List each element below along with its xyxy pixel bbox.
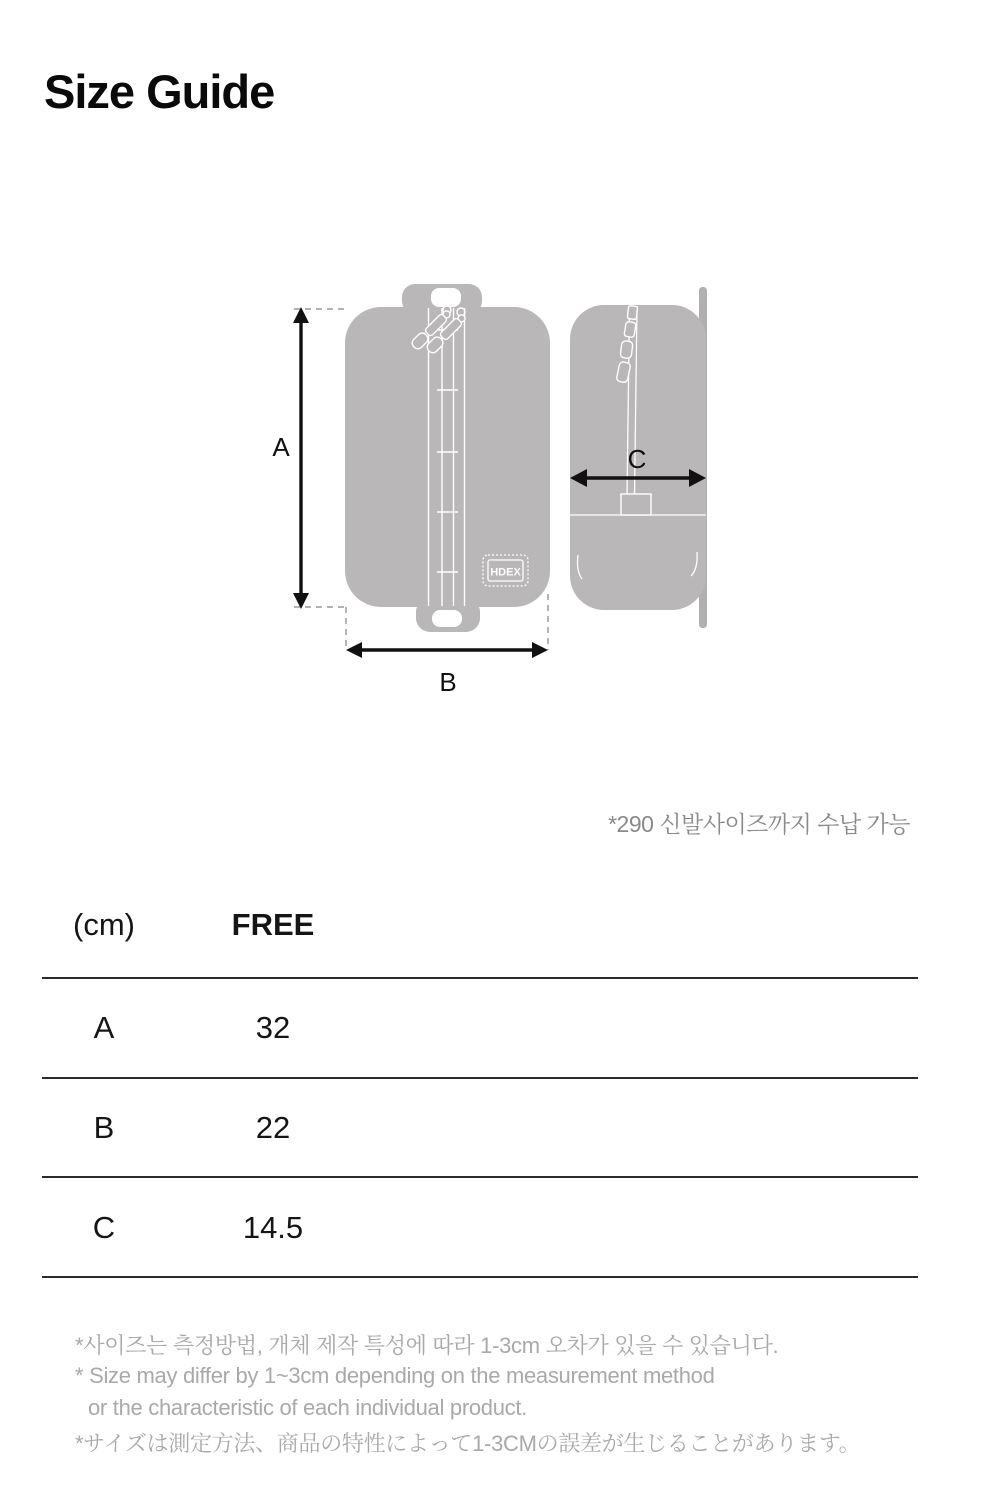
table-rule [42,977,918,979]
disclaimer-english-1: * Size may differ by 1~3cm depending on the measurement method [75,1363,715,1388]
label-c: C [627,444,647,474]
page-title: Size Guide [44,65,275,118]
table-row-value: 22 [255,1110,291,1145]
table-rule [42,1176,918,1178]
arrow-b [346,642,548,658]
table-row-label: C [92,1210,116,1245]
table-row-value: 14.5 [242,1210,304,1245]
table-header-size: FREE [231,907,315,942]
disclaimer-korean: *사이즈는 측정방법, 개체 제작 특성에 따라 1-3cm 오차가 있을 수 있습니다. [75,1333,779,1358]
table-row-label: A [93,1010,115,1045]
front-top-handle-hole [431,288,461,307]
bag-size-diagram [250,258,730,700]
front-bottom-handle-hole [432,610,462,627]
table-header-unit: (cm) [73,907,135,942]
disclaimer-japanese: *サイズは測定方法、商品の特性によって1-3CMの誤差が生じることがあります。 [75,1431,861,1456]
table-row-label: B [93,1110,115,1145]
side-zipper-end [621,494,651,515]
label-a: A [272,432,290,462]
table-row-value: 32 [255,1010,291,1045]
hdex-logo-text: HDEX [490,566,521,579]
disclaimer-english-2: or the characteristic of each individual product. [88,1395,527,1420]
table-rule [42,1077,918,1079]
table-rule [42,1276,918,1278]
shoe-size-note: *290 신발사이즈까지 수납 가능 [608,811,910,837]
label-b: B [439,667,457,697]
arrow-a [293,307,309,609]
bag-front-body [345,307,550,607]
